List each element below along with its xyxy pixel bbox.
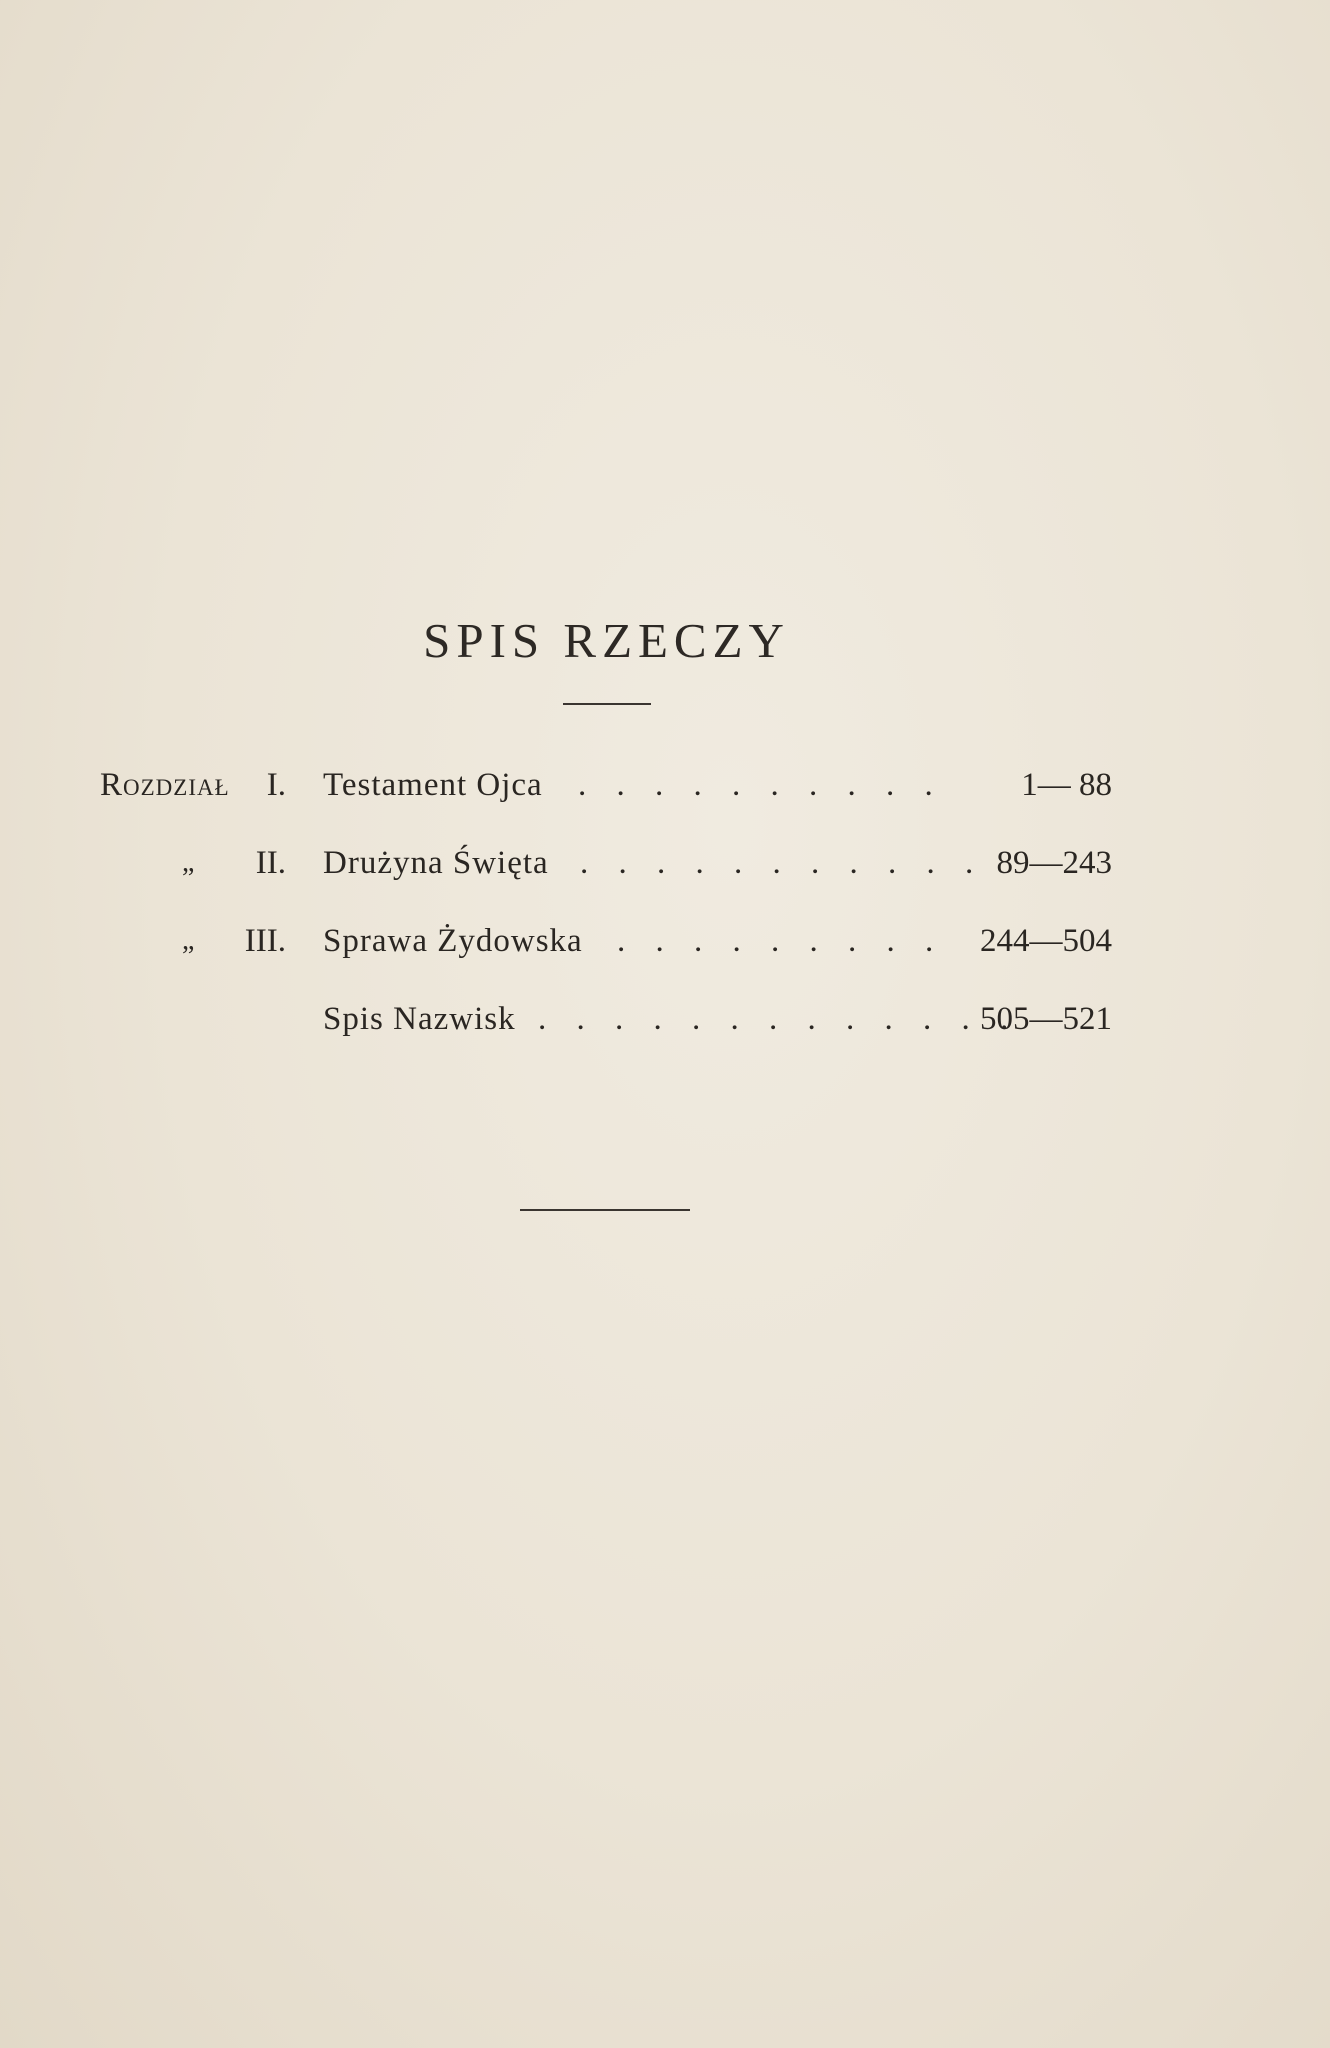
- closing-divider: [520, 1209, 690, 1211]
- chapter-numeral: II.: [255, 845, 286, 881]
- toc-row-1: [0, 760, 1330, 810]
- page-range: 1— 88: [1021, 767, 1112, 803]
- chapter-title: Testament Ojca: [323, 767, 543, 803]
- index-title: Spis Nazwisk: [323, 1001, 516, 1037]
- dot-leader: . . . . . . . . . . . . .: [538, 1001, 1020, 1037]
- page-range: 505—521: [980, 1001, 1112, 1037]
- dot-leader: . . . . . . . . . . .: [580, 845, 985, 881]
- chapter-numeral: III.: [244, 923, 286, 959]
- dot-leader: . . . . . . . . . .: [578, 767, 944, 803]
- ditto-mark: „: [182, 925, 195, 956]
- ditto-mark: „: [182, 847, 195, 878]
- toc-row-4: [0, 994, 1330, 1044]
- page-title: SPIS RZECZY: [423, 613, 790, 668]
- page-range: 89—243: [996, 845, 1112, 881]
- chapter-title: Drużyna Święta: [323, 845, 549, 881]
- toc-row-3: [0, 916, 1330, 966]
- dot-leader: . . . . . . . . .: [617, 923, 945, 959]
- page-range: 244—504: [980, 923, 1112, 959]
- chapter-word: Rozdział: [100, 767, 230, 803]
- toc-label: [100, 760, 290, 810]
- chapter-numeral: I.: [266, 767, 286, 803]
- title-divider: [563, 703, 651, 705]
- chapter-title: Sprawa Żydowska: [323, 923, 583, 959]
- toc-row-2: [0, 838, 1330, 888]
